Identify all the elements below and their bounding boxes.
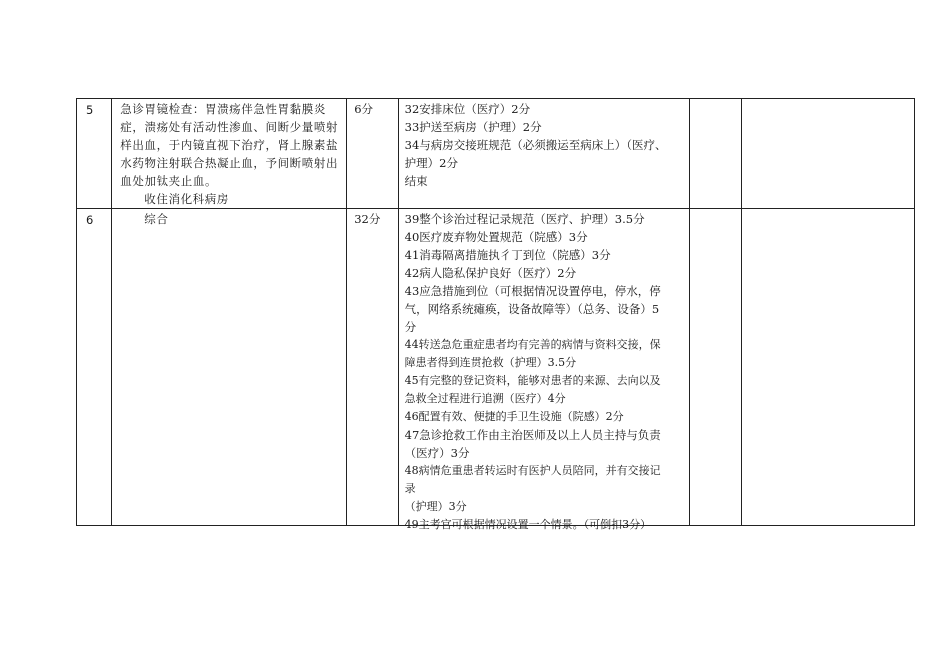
score-value: 32分 <box>347 209 398 526</box>
scoring-item: 气，网络系统瘫痪，设备故障等）（总务、设备）5 <box>404 302 660 316</box>
description-line: 血处加钛夹止血。 <box>120 174 218 188</box>
description-line: 样出血，于内镜直视下治疗，肾上腺素盐 <box>120 138 339 152</box>
scoring-item: 33护送至病房（护理）2分 <box>404 120 542 134</box>
description-tail: 收住消化科病房 <box>144 192 229 206</box>
step-description <box>112 209 347 526</box>
description-line: 症，溃疡处有活动性渗血、间断少量喷射 <box>120 120 339 134</box>
description-line: 水药物注射联合热凝止血，予间断喷射出 <box>120 156 339 170</box>
scoring-item: 41消毒隔离措施执彳丁到位（院感）3分 <box>404 248 611 262</box>
row-number: 5 <box>77 99 112 209</box>
scoring-item: 32安排床位（医疗）2分 <box>404 102 531 116</box>
scoring-item: 分 <box>404 320 417 334</box>
scoring-item: 44转送急危重症患者均有完善的病情与资料交接，保 <box>404 338 661 351</box>
scoring-item: 结束 <box>404 174 428 188</box>
row-number: 6 <box>77 209 112 526</box>
scoring-item: 42病人隐私保护良好（医疗）2分 <box>404 266 577 280</box>
empty-cell <box>690 99 741 209</box>
scoring-item: 急救全过程进行追溯（医疗）4分 <box>404 392 566 405</box>
table-row <box>77 99 915 209</box>
table-row <box>77 209 915 526</box>
scoring-item: （护理）3分 <box>404 500 467 513</box>
scoring-item: 48病情危重患者转运时有医护人员陪同，并有交接记 <box>404 464 661 477</box>
scoring-item: 障患者得到连贯抢救（护理）3.5分 <box>404 356 577 369</box>
scoring-items-clip <box>404 210 685 531</box>
empty-cell <box>690 209 741 526</box>
empty-cell <box>741 99 915 209</box>
scoring-items <box>398 99 689 209</box>
scoring-item: 46配置有效、便捷的手卫生设施（院感）2分 <box>404 410 624 423</box>
score-value: 6分 <box>347 99 398 209</box>
description-tail: 综合 <box>144 212 169 226</box>
scoring-item: 34与病房交接班规范（必须搬运至病床上）（医疗、 <box>404 138 667 152</box>
scoring-table <box>76 98 915 531</box>
scoring-item: 39整个诊治过程记录规范（医疗、护理）3.5分 <box>404 212 645 226</box>
step-description <box>112 99 347 209</box>
empty-cell <box>741 209 915 526</box>
scoring-item: 49主考官可根据情况设置一个情景。（可倒扣3分） <box>404 518 652 531</box>
scoring-item: 47急诊抢救工作由主治医师及以上人员主持与负责 <box>404 428 661 442</box>
scoring-items <box>398 209 689 531</box>
scoring-item: 录 <box>404 482 416 495</box>
scoring-item: （医疗）3分 <box>404 446 470 460</box>
scoring-item: 43应急措施到位（可根据情况设置停电，停水，停 <box>404 284 661 298</box>
scoring-item: 护理）2分 <box>404 156 458 170</box>
scoring-item: 45有完整的登记资料，能够对患者的来源、去向以及 <box>404 374 661 387</box>
scoring-item: 40医疗废弃物处置规范（院感）3分 <box>404 230 588 244</box>
description-line: 急诊胃镜检查：胃溃疡伴急性胃黏膜炎 <box>120 102 326 116</box>
